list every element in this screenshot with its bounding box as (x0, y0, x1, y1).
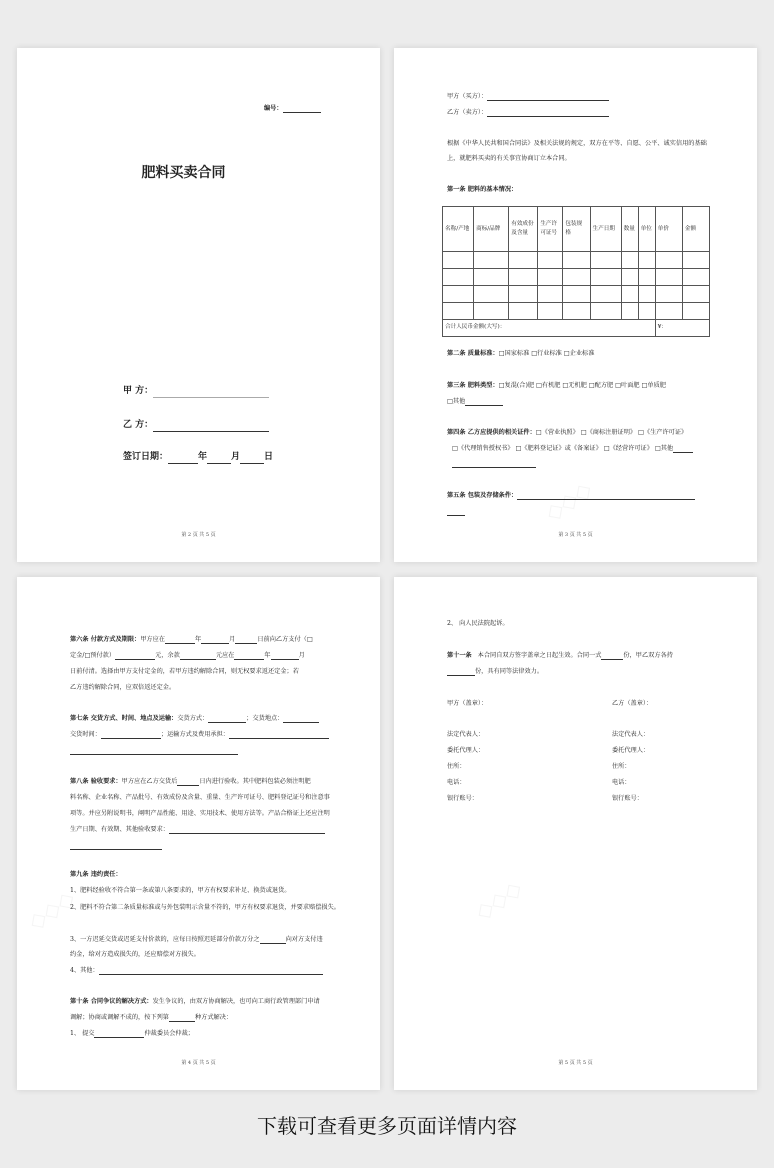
article-10-text: 1、 提交 (70, 1030, 95, 1037)
article-11-label: 第十一条 (447, 652, 472, 659)
article-6-text: 年 (264, 652, 271, 659)
page-footer: 第 5 页 共 5 页 (558, 1059, 593, 1066)
sign-date-row (123, 452, 273, 464)
article-2-label: 第二条 质量标准： (447, 350, 499, 357)
table-row (443, 286, 710, 303)
article-4-line-3 (452, 460, 536, 468)
article-9-text: 3、一方迟延交货或迟延支付价款的，应每日按照迟延部分价款万分之 (70, 936, 260, 943)
article-9-item-2: 2、肥料不符合第二条质量标准或与外包装明示含量不符的，甲方有权要求退货，并要求赔偿损失。 (70, 904, 340, 911)
table-total-label: 合计人民币金额(大写)： (443, 320, 656, 337)
article-10-line-1 (70, 998, 320, 1006)
article-6-text: 定金/□预付款） (70, 652, 116, 659)
table-row (443, 303, 710, 320)
party-a-seal: 甲方（盖章）： (447, 700, 488, 707)
fertilizer-spec-table (442, 206, 710, 337)
contract-number-label: 编号： (264, 105, 283, 112)
party-a-phone: 电话： (447, 779, 466, 786)
party-a-bank: 银行账号： (447, 795, 478, 802)
article-3-label: 第三条 肥料类型： (447, 382, 499, 389)
article-4-label: 第四条 乙方应提供的相关证件： (447, 429, 536, 436)
article-8-text: 甲方应在乙方交货后 (121, 778, 178, 785)
article-7-line-2 (70, 731, 329, 739)
party-b-agent: 委托代理人： (612, 747, 650, 754)
party-b-phone: 电话： (612, 779, 631, 786)
article-2-options: □国家标准 □行业标准 □企业标准 (498, 350, 595, 357)
article-6-text: 年 (194, 636, 202, 643)
article-6-line-1 (70, 636, 313, 644)
page-5 (394, 577, 757, 1090)
article-3-other-label: □其他 (447, 398, 466, 405)
party-b-address: 住所： (612, 763, 631, 770)
article-8-line-2: 料名称、企业名称、产品批号、有效成份及含量、重量、生产许可证号、肥料登记证号和注意事 (70, 794, 330, 801)
article-7-line-1 (70, 715, 319, 723)
article-9-item-1: 1、肥料经验收不符合第一条或第八条要求的，甲方有权要求补足、换货或退货。 (70, 887, 291, 894)
party-a-buyer-label: 甲方（买方）： (447, 93, 488, 100)
dispute-option-2: 2、 向人民法院起诉。 (447, 620, 509, 627)
article-9-heading: 第九条 违约责任： (70, 871, 122, 878)
article-10-text: 种方式解决： (195, 1014, 233, 1021)
article-10-label: 第十条 合同争议的解决方式： (70, 998, 153, 1005)
table-row (443, 269, 710, 286)
table-header-cell: 名称/产地 (443, 207, 474, 252)
article-3-other (447, 398, 503, 406)
page-4 (17, 577, 380, 1090)
article-8-line-3: 项等。并应另附说明书，阐明产品性能、用途、实用技术、使用方法等。产品合格证上还应注明 (70, 810, 330, 817)
table-header-cell: 生产许可证号 (538, 207, 563, 252)
article-4-line-2 (452, 445, 693, 453)
party-b-seller (447, 109, 609, 117)
article-9-text: 4、其他： (70, 967, 99, 974)
article-9-text: 向对方支付违 (285, 936, 323, 943)
article-6-text: 元，余款 (155, 652, 180, 659)
article-3-options: □复混(合)肥 □有机肥 □无机肥 □配方肥 □叶面肥 □单质肥 (498, 382, 666, 389)
party-a-agent: 委托代理人： (447, 747, 485, 754)
month-label: 月 (231, 452, 241, 462)
article-7-text: ；运输方式及费用承担： (160, 731, 229, 738)
contract-number (264, 105, 321, 113)
table-total-row (443, 320, 710, 337)
intro-line-2: 上，就肥料买卖的有关事宜协商订立本合同。 (447, 155, 571, 162)
table-total-symbol: ¥： (655, 320, 709, 337)
article-8-line-5 (70, 842, 162, 850)
page-footer: 第 4 页 共 5 页 (181, 1059, 216, 1066)
article-3 (447, 382, 666, 390)
party-b-seller-label: 乙方（卖方）： (447, 109, 488, 116)
day-label: 日 (264, 452, 274, 462)
article-7-text: 交货方式： (177, 715, 209, 722)
party-b-label: 乙 方： (123, 420, 154, 430)
party-a-row (123, 386, 269, 398)
article-6-label: 第六条 付款方式及期限： (70, 636, 141, 643)
article-10-text: 发生争议的，由双方协商解决，也可向工商行政管理部门申请 (152, 998, 320, 1005)
page-cover (17, 48, 380, 562)
intro-line-1: 根据《中华人民共和国合同法》及相关法规的规定，双方在平等、自愿、公平、诚实信用的基础 (447, 140, 707, 147)
party-a-legal-rep: 法定代表人： (447, 731, 485, 738)
watermark (470, 875, 528, 928)
table-row (443, 252, 710, 269)
article-9-item-3 (70, 936, 323, 944)
article-6-line-2 (70, 652, 305, 660)
table-header-cell: 金额 (682, 207, 709, 252)
article-8-line-4 (70, 826, 325, 834)
download-caption: 下载可查看更多页面详情内容 (257, 1114, 517, 1138)
article-5 (447, 492, 695, 500)
table-header-cell: 数量 (621, 207, 638, 252)
article-10-text: 调解；协商或调解不成的，按下列第 (70, 1014, 169, 1021)
article-11-line-2 (447, 668, 543, 676)
table-header-cell: 包装规格 (563, 207, 590, 252)
party-a-address: 住所： (447, 763, 466, 770)
page-footer: 第 3 页 共 5 页 (558, 531, 593, 538)
article-11-text: 本合同自双方签字盖章之日起生效。合同一式 (477, 652, 602, 659)
year-label: 年 (198, 452, 208, 462)
page-3 (394, 48, 757, 562)
article-1-heading: 第一条 肥料的基本情况： (447, 186, 518, 193)
table-header-cell: 单价 (655, 207, 682, 252)
article-6-line-3: 日前付清。选择由甲方支付定金的，若甲方违约解除合同，则无权要求返还定金；若 (70, 668, 299, 675)
article-10-line-3 (70, 1030, 194, 1038)
article-11-text: 份，甲乙双方各持 (623, 652, 673, 659)
article-10-text: 仲裁委员会仲裁； (144, 1030, 194, 1037)
table-header-row (443, 207, 710, 252)
article-6-text: 月 (229, 636, 236, 643)
article-6-text: 日前向乙方支付（□ (257, 636, 313, 643)
page-footer: 第 2 页 共 5 页 (181, 531, 216, 538)
article-6-line-4: 乙方违约解除合同，应双倍返还定金。 (70, 684, 176, 691)
article-4-options: □《营业执照》 □《商标注册证明》 □《生产许可证》 (535, 429, 688, 436)
article-6-text: 甲方应在 (140, 636, 165, 643)
table-header-cell: 单位 (638, 207, 655, 252)
table-header-cell: 有效成份及含量 (509, 207, 538, 252)
party-a-label: 甲 方： (123, 386, 154, 396)
sign-date-label: 签订日期： (123, 452, 169, 462)
article-6-text: 元应在 (215, 652, 235, 659)
article-5-line-2 (447, 508, 465, 516)
article-7-label: 第七条 交货方式、时间、地点及运输： (70, 715, 178, 722)
article-5-label: 第五条 包装及存储条件： (447, 492, 518, 499)
article-10-line-2 (70, 1014, 232, 1022)
article-7-text: 交货时间： (70, 731, 101, 738)
article-8-text: 生产日期、有效期、其他验收要求： (70, 826, 169, 833)
article-9-item-3b: 约金，给对方造成损失的，还应赔偿对方损失。 (70, 951, 200, 958)
watermark (540, 476, 598, 529)
article-9-item-4 (70, 967, 323, 975)
article-7-text: ；交货地点： (246, 715, 284, 722)
article-4 (447, 429, 687, 437)
contract-title: 肥料买卖合同 (141, 165, 226, 181)
article-11-text: 份，具有同等法律效力。 (475, 668, 544, 675)
article-6-text: 月 (298, 652, 305, 659)
article-2 (447, 350, 594, 358)
party-b-seal: 乙方（盖章）： (612, 700, 653, 707)
party-b-row (123, 420, 269, 432)
article-8-line-1 (70, 778, 311, 786)
article-8-text: 日内进行验收。其中肥料包装必须注明肥 (199, 778, 311, 785)
article-4-options-2: □《代理销售授权书》 □《肥料登记证》或《备案证》 □《经营许可证》 □其他 (452, 445, 674, 452)
table-header-cell: 生产日期 (590, 207, 621, 252)
party-a-buyer (447, 93, 609, 101)
article-7-line-3 (70, 747, 238, 755)
article-11-line-1 (447, 652, 673, 660)
party-b-bank: 银行账号： (612, 795, 643, 802)
party-b-legal-rep: 法定代表人： (612, 731, 650, 738)
article-8-label: 第八条 验收要求： (70, 778, 122, 785)
table-header-cell: 商标/品牌 (474, 207, 509, 252)
